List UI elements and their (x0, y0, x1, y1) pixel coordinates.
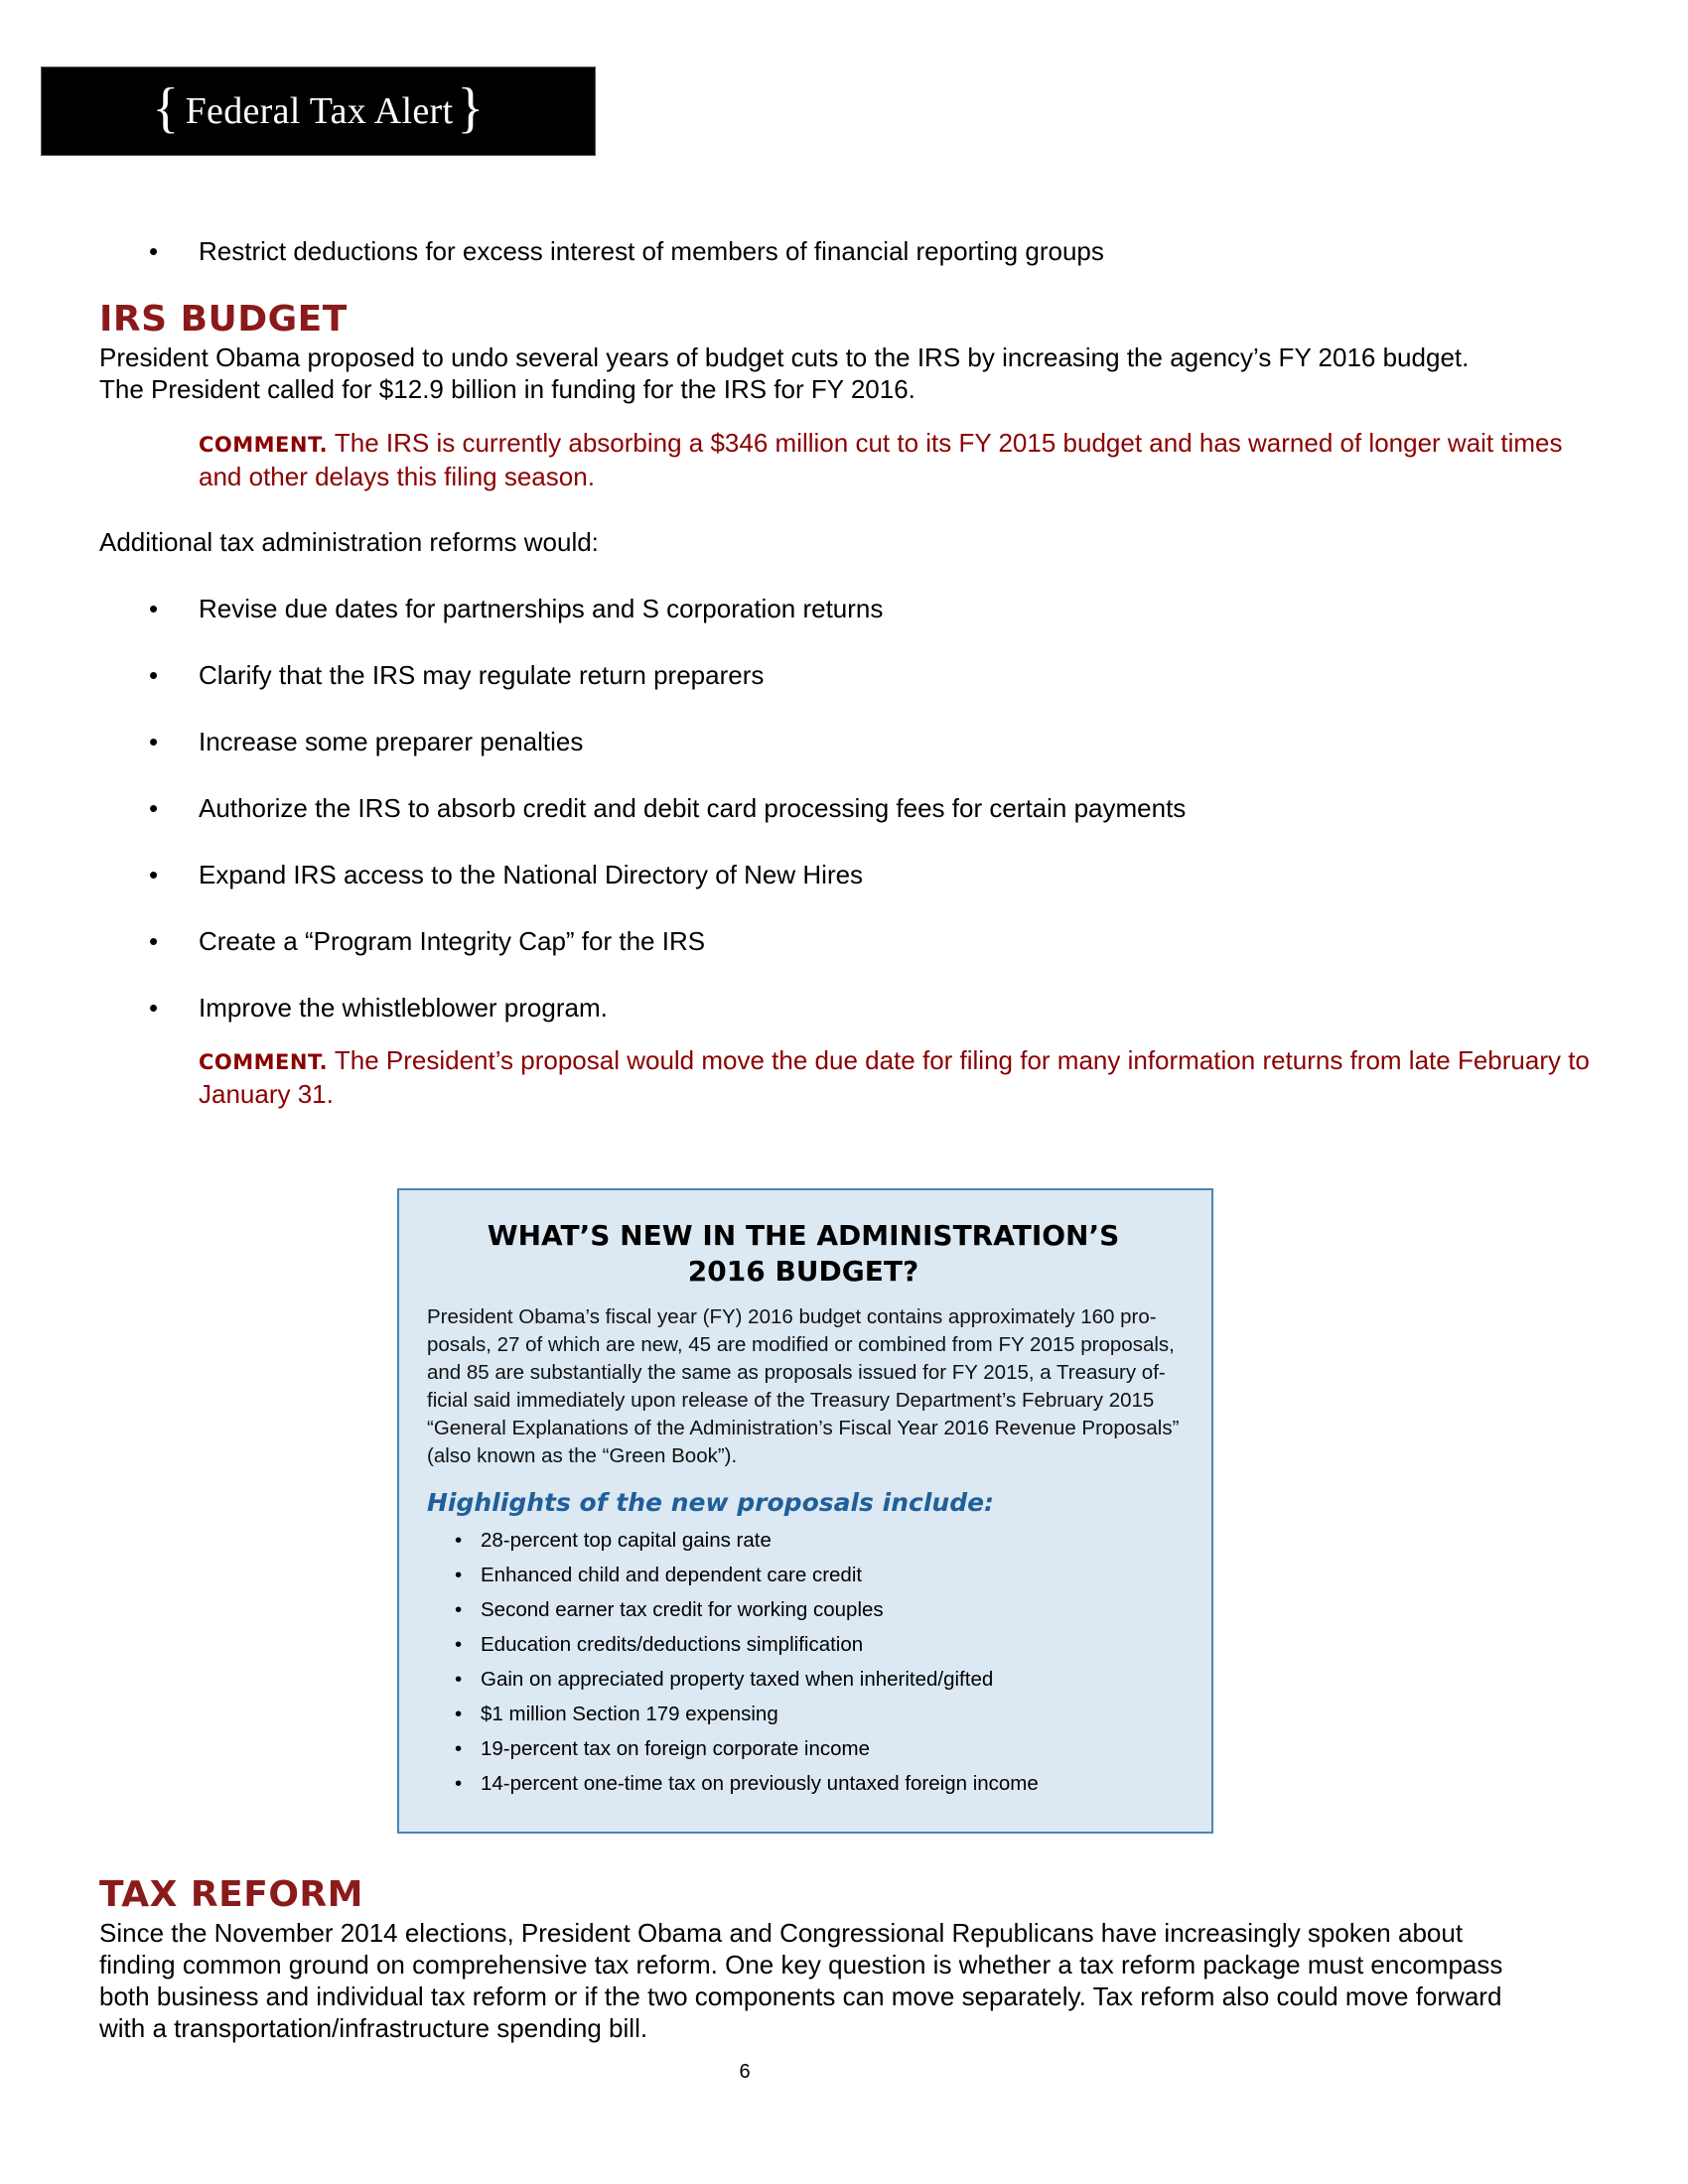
list-item: • Authorize the IRS to absorb credit and debit card processing fees for certain payments (149, 793, 1187, 823)
bullet-icon: • (455, 1772, 463, 1795)
list-item: • Restrict deductions for excess interest of members of financial reporting groups (149, 236, 1104, 266)
bullet-icon: • (455, 1668, 463, 1691)
main-content (99, 236, 1590, 1110)
list-item: • Gain on appreciated property taxed when inherited/gifted (427, 1662, 1180, 1697)
bullet-icon: • (149, 860, 159, 889)
highlights-list (427, 1523, 1180, 1801)
list-item: • Expand IRS access to the National Directory of New Hires (149, 860, 864, 889)
list-item: • Revise due dates for partnerships and S corporation returns (149, 594, 884, 623)
comment-1 (199, 427, 1609, 492)
list-item: • Second earner tax credit for working couples (427, 1592, 1180, 1627)
bullet-icon: • (149, 660, 159, 690)
sidebar-title: WHAT’S NEW IN THE ADMINISTRATION’S 2016 BUDGET? (487, 1219, 1120, 1288)
list-item: • 28-percent top capital gains rate (427, 1523, 1180, 1558)
bullet-icon: • (455, 1598, 463, 1621)
bullet-icon: • (149, 926, 159, 956)
header-brace-close: } (457, 77, 485, 139)
list-item: • 14-percent one-time tax on previously untaxed foreign income (427, 1766, 1180, 1801)
header-title-text: Federal Tax Alert (185, 90, 454, 132)
tax-reform-heading: TAX REFORM (99, 1874, 363, 1915)
bullet-icon: • (455, 1737, 463, 1760)
bullet-icon: • (455, 1633, 463, 1656)
irs-budget-heading: IRS BUDGET (99, 299, 348, 340)
sidebar-body: President Obama’s fiscal year (FY) 2016 budget contains approximately 160 pro-posals, 27 of which are new, 45 are modified or combined from FY 2015 proposals, and 85 are substantially the same as proposals issued for FY 2015, a Treasury of-ficial said immediately upon release of the Treasury Department’s February 2015 “General Explanations of the Administration’s Fiscal Year 2016 Revenue Proposals” (also known as the “Green Book”). (427, 1305, 1180, 1467)
irs-budget-paragraph: President Obama proposed to undo several years of budget cuts to the IRS by increasing the agency’s FY 2016 budget. The President called for $12.9 billion in funding for the IRS for FY 2016. (99, 342, 1470, 404)
comment-label: COMMENT. (199, 433, 329, 457)
comment-label: COMMENT. (199, 1050, 329, 1074)
bullet-icon: • (149, 236, 159, 266)
bullet-icon: • (455, 1564, 463, 1586)
list-item: • Create a “Program Integrity Cap” for the IRS (149, 926, 706, 956)
list-item: • Enhanced child and dependent care credit (427, 1558, 1180, 1592)
bullet-icon: • (149, 727, 159, 756)
reforms-list (99, 594, 1509, 1023)
bullet-icon: • (455, 1529, 463, 1552)
list-item: • $1 million Section 179 expensing (427, 1697, 1180, 1731)
bullet-icon: • (149, 793, 159, 823)
header-title (42, 68, 595, 155)
list-item: • 19-percent tax on foreign corporate income (427, 1731, 1180, 1766)
comment-text: The President’s proposal would move the due date for filing for many information returns from late February to January 31. (199, 1045, 1590, 1109)
list-item: • Education credits/deductions simplification (427, 1627, 1180, 1662)
bullet-icon: • (455, 1703, 463, 1725)
sidebar-subheading: Highlights of the new proposals include: (427, 1488, 995, 1517)
page-number: 6 (739, 2061, 751, 2083)
header-banner (41, 67, 596, 156)
tax-reform-section (99, 1874, 1509, 2044)
list-item: • Increase some preparer penalties (149, 727, 584, 756)
comment-text: The IRS is currently absorbing a $346 million cut to its FY 2015 budget and has warned of longer wait times and other delays this filing season. (199, 428, 1563, 491)
list-item: • Improve the whistleblower program. (149, 993, 608, 1023)
top-bullet-list (99, 236, 1509, 266)
reforms-intro: Additional tax administration reforms would: (99, 527, 599, 557)
header-brace-open: { (152, 77, 180, 139)
whats-new-sidebar (397, 1188, 1213, 1834)
comment-2 (199, 1044, 1609, 1110)
bullet-icon: • (149, 993, 159, 1023)
tax-reform-paragraph: Since the November 2014 elections, President Obama and Congressional Republicans have increasingly spoken about finding common ground on comprehensive tax reform. One key question is whether a tax reform package must encompass both business and individual tax reform or if the two components can move separately. Tax reform also could move forward with a transportation/infrastructure spending bill. (99, 1918, 1503, 2043)
list-item: • Clarify that the IRS may regulate return preparers (149, 660, 765, 690)
bullet-icon: • (149, 594, 159, 623)
